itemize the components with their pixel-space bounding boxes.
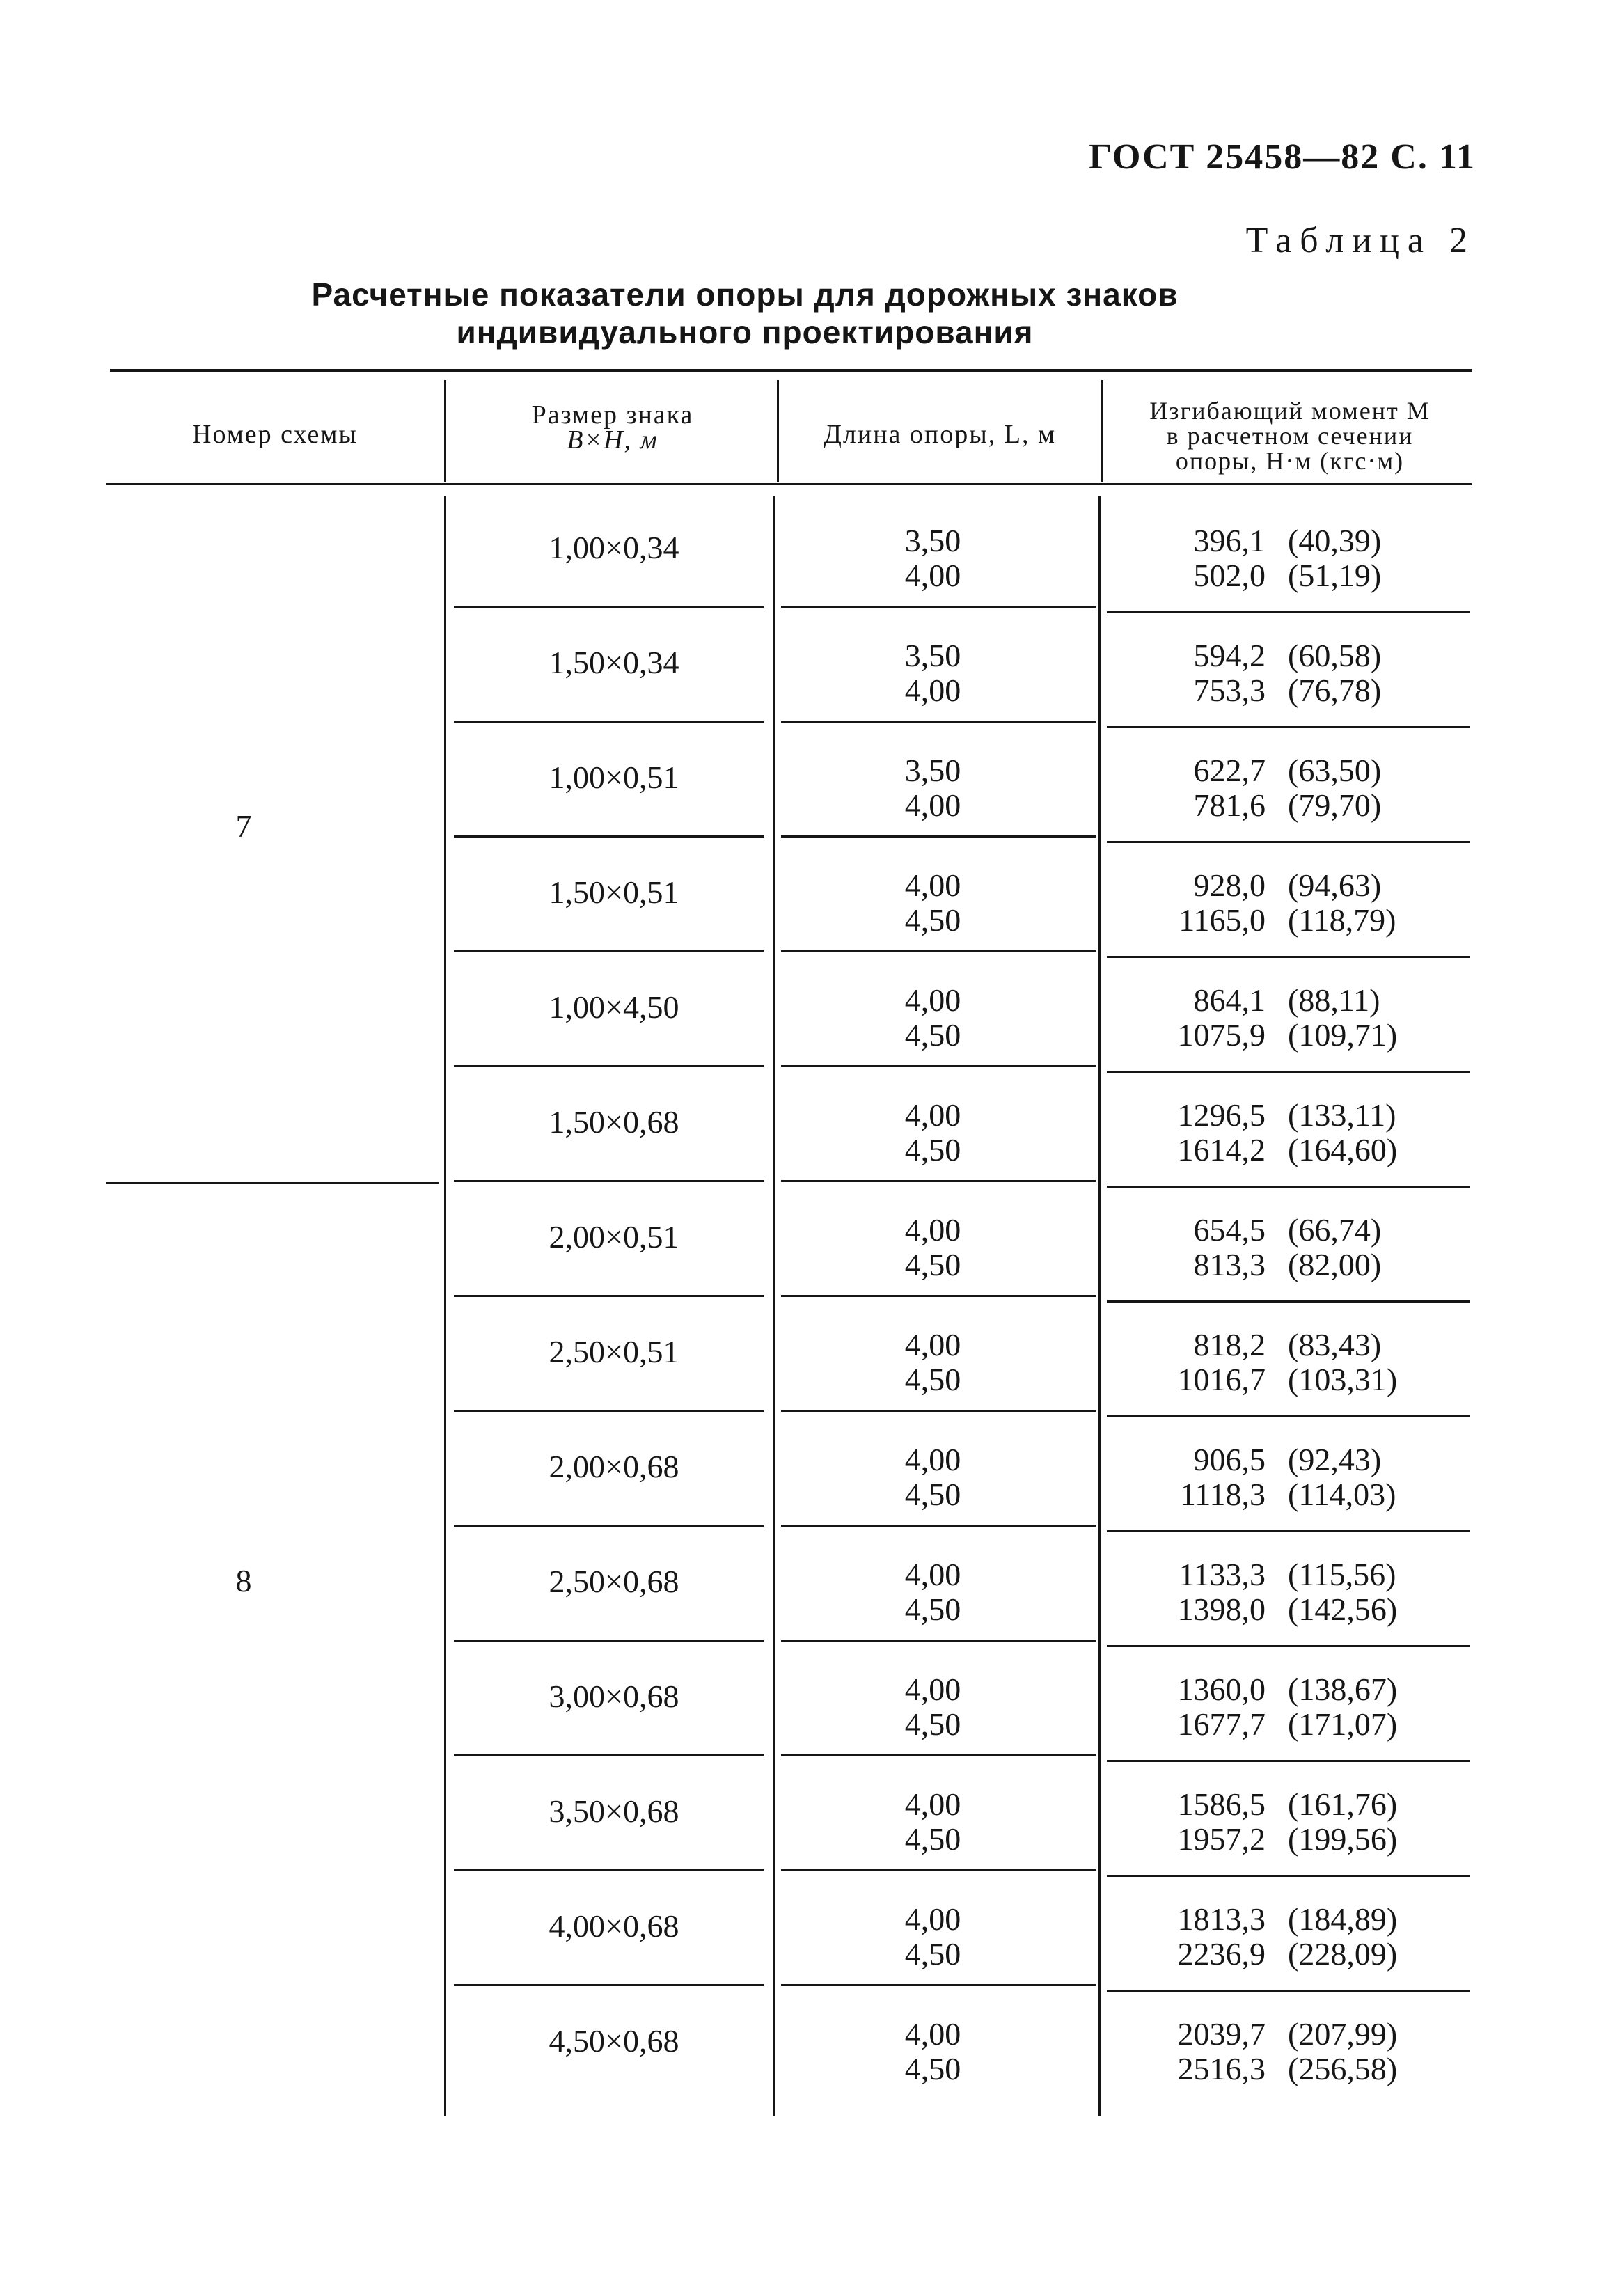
header-divider-3 (1101, 380, 1103, 482)
row-separator-size (454, 1869, 764, 1871)
support-length-cell: 4,50 (904, 902, 961, 938)
support-length-cell: 4,50 (904, 1706, 961, 1742)
bending-moment-kgf-value: (79,70) (1288, 787, 1382, 823)
bending-moment-value: 396,1 (1193, 523, 1266, 558)
row-separator-size (454, 1640, 764, 1642)
row-separator-size (454, 606, 764, 608)
page-header: ГОСТ 25458—82 С. 11 (1089, 137, 1476, 177)
support-length-cell: 4,50 (904, 1017, 961, 1053)
table-title-line-2: индивидуального проектирования (456, 314, 1034, 350)
bending-moment-kgf-value: (88,11) (1288, 982, 1380, 1018)
bending-moment-kgf-value: (133,11) (1288, 1097, 1396, 1133)
bending-moment-value: 502,0 (1193, 558, 1266, 593)
scheme-label-8: 8 (235, 1563, 252, 1598)
support-length-cell: 4,00 (904, 1786, 961, 1822)
bending-moment-kgf-value: (228,09) (1288, 1936, 1398, 1972)
bending-moment-value: 864,1 (1193, 982, 1266, 1018)
row-separator-length (781, 1525, 1096, 1527)
bending-moment-value: 818,2 (1193, 1327, 1266, 1362)
support-length-cell: 3,50 (904, 753, 961, 788)
bending-moment-kgf-value: (161,76) (1288, 1786, 1398, 1822)
bending-moment-value: 813,3 (1193, 1247, 1266, 1282)
row-separator-moment (1107, 841, 1470, 843)
bending-moment-value: 622,7 (1193, 753, 1266, 788)
row-separator-moment (1107, 1300, 1470, 1303)
support-length-cell: 4,50 (904, 1247, 961, 1282)
bending-moment-kgf-value: (63,50) (1288, 753, 1382, 788)
bending-moment-value: 928,0 (1193, 867, 1266, 903)
bending-moment-value: 1957,2 (1177, 1821, 1266, 1857)
scheme-separator-rule (106, 1182, 439, 1184)
bending-moment-kgf-value: (76,78) (1288, 673, 1382, 708)
support-length-cell: 4,50 (904, 1821, 961, 1857)
header-divider-2 (777, 380, 779, 482)
row-separator-length (781, 835, 1096, 838)
sign-size-cell: 1,50×0,34 (549, 645, 679, 680)
support-length-cell: 4,00 (904, 673, 961, 708)
row-separator-size (454, 1180, 764, 1182)
sign-size-cell: 1,00×0,34 (549, 530, 679, 565)
bending-moment-kgf-value: (171,07) (1288, 1706, 1398, 1742)
row-separator-size (454, 950, 764, 952)
bending-moment-value: 906,5 (1193, 1442, 1266, 1477)
table-title (209, 276, 1281, 351)
scheme-label-7: 7 (235, 808, 252, 844)
row-separator-length (781, 1754, 1096, 1756)
row-separator-length (781, 1640, 1096, 1642)
sign-size-cell: 1,50×0,51 (549, 874, 679, 910)
bending-moment-kgf-value: (82,00) (1288, 1247, 1382, 1282)
sign-size-cell: 3,00×0,68 (549, 1678, 679, 1714)
bending-moment-kgf-value: (184,89) (1288, 1901, 1398, 1937)
row-separator-moment (1107, 1530, 1470, 1532)
sign-size-cell: 2,50×0,51 (549, 1334, 679, 1369)
bending-moment-kgf-value: (92,43) (1288, 1442, 1382, 1477)
row-separator-moment (1107, 1415, 1470, 1417)
bending-moment-value: 781,6 (1193, 787, 1266, 823)
support-length-cell: 4,00 (904, 982, 961, 1018)
bending-moment-value: 1398,0 (1177, 1591, 1266, 1627)
column-header-moment-line-1: Изгибающий момент M (1149, 397, 1431, 425)
support-length-cell: 4,50 (904, 1362, 961, 1397)
support-length-cell: 3,50 (904, 523, 961, 558)
bending-moment-value: 1677,7 (1177, 1706, 1266, 1742)
body-divider-3 (1098, 496, 1101, 2116)
support-length-cell: 4,00 (904, 1097, 961, 1133)
bending-moment-value: 753,3 (1193, 673, 1266, 708)
support-length-cell: 4,50 (904, 1591, 961, 1627)
row-separator-length (781, 1295, 1096, 1297)
row-separator-length (781, 1410, 1096, 1412)
bending-moment-kgf-value: (207,99) (1288, 2016, 1398, 2052)
support-length-cell: 4,00 (904, 2016, 961, 2052)
support-length-cell: 4,00 (904, 1442, 961, 1477)
bending-moment-value: 1360,0 (1177, 1672, 1266, 1707)
row-separator-moment (1107, 956, 1470, 958)
table-title-line-1: Расчетные показатели опоры для дорожных знаков (311, 276, 1179, 313)
support-length-cell: 4,00 (904, 1212, 961, 1248)
row-separator-moment (1107, 611, 1470, 613)
column-header-size-line-2: B×H, м (567, 425, 659, 455)
bending-moment-kgf-value: (114,03) (1288, 1477, 1396, 1512)
bending-moment-kgf-value: (103,31) (1288, 1362, 1398, 1397)
support-length-cell: 4,50 (904, 1936, 961, 1972)
row-separator-size (454, 1525, 764, 1527)
bending-moment-kgf-value: (60,58) (1288, 638, 1382, 673)
row-separator-size (454, 835, 764, 838)
support-length-cell: 4,00 (904, 558, 961, 593)
bending-moment-value: 654,5 (1193, 1212, 1266, 1248)
row-separator-length (781, 1065, 1096, 1067)
sign-size-cell: 2,00×0,68 (549, 1449, 679, 1484)
sign-size-cell: 1,00×4,50 (549, 989, 679, 1025)
bending-moment-value: 1118,3 (1179, 1477, 1266, 1512)
support-length-cell: 3,50 (904, 638, 961, 673)
bending-moment-value: 1133,3 (1179, 1557, 1266, 1592)
bending-moment-kgf-value: (164,60) (1288, 1132, 1398, 1167)
bending-moment-value: 2516,3 (1177, 2051, 1266, 2086)
sign-size-cell: 3,50×0,68 (549, 1793, 679, 1829)
sign-size-cell: 2,50×0,68 (549, 1564, 679, 1599)
bending-moment-kgf-value: (256,58) (1288, 2051, 1398, 2086)
bending-moment-kgf-value: (118,79) (1288, 902, 1396, 938)
column-header-moment-line-2: в расчетном сечении (1166, 422, 1414, 450)
support-length-cell: 4,00 (904, 867, 961, 903)
row-separator-size (454, 1754, 764, 1756)
row-separator-size (454, 1295, 764, 1297)
bending-moment-kgf-value: (142,56) (1288, 1591, 1398, 1627)
bending-moment-value: 1586,5 (1177, 1786, 1266, 1822)
sign-size-cell: 1,00×0,51 (549, 760, 679, 795)
support-length-cell: 4,00 (904, 787, 961, 823)
row-separator-size (454, 1410, 764, 1412)
sign-size-cell: 4,50×0,68 (549, 2023, 679, 2059)
support-length-cell: 4,50 (904, 1132, 961, 1167)
row-separator-moment (1107, 1645, 1470, 1647)
header-bottom-rule (106, 483, 1472, 485)
bending-moment-value: 1614,2 (1177, 1132, 1266, 1167)
bending-moment-value: 1813,3 (1177, 1901, 1266, 1937)
row-separator-moment (1107, 1990, 1470, 1992)
support-length-cell: 4,00 (904, 1557, 961, 1592)
bending-moment-kgf-value: (40,39) (1288, 523, 1382, 558)
row-separator-size (454, 721, 764, 723)
bending-moment-kgf-value: (66,74) (1288, 1212, 1382, 1248)
row-separator-length (781, 1180, 1096, 1182)
support-length-cell: 4,50 (904, 2051, 961, 2086)
table-top-rule (110, 369, 1472, 372)
bending-moment-kgf-value: (83,43) (1288, 1327, 1382, 1362)
row-separator-length (781, 606, 1096, 608)
column-header-size (452, 402, 773, 453)
row-separator-size (454, 1065, 764, 1067)
bending-moment-value: 1165,0 (1179, 902, 1266, 938)
support-length-cell: 4,00 (904, 1901, 961, 1937)
row-separator-length (781, 950, 1096, 952)
body-divider-1 (444, 496, 446, 2116)
support-length-cell: 4,00 (904, 1327, 961, 1362)
support-length-cell: 4,50 (904, 1477, 961, 1512)
row-separator-moment (1107, 1071, 1470, 1073)
table-label: Таблица 2 (1245, 221, 1476, 260)
column-header-size-line-1: Размер знака (531, 400, 694, 430)
row-separator-moment (1107, 1760, 1470, 1762)
row-separator-length (781, 1984, 1096, 1986)
body-divider-2 (773, 496, 775, 2116)
column-header-moment (1108, 398, 1472, 473)
row-separator-size (454, 1984, 764, 1986)
bending-moment-value: 2039,7 (1177, 2016, 1266, 2052)
bending-moment-kgf-value: (115,56) (1288, 1557, 1396, 1592)
support-length-cell: 4,00 (904, 1672, 961, 1707)
row-separator-length (781, 1869, 1096, 1871)
bending-moment-kgf-value: (94,63) (1288, 867, 1382, 903)
bending-moment-value: 1075,9 (1177, 1017, 1266, 1053)
bending-moment-kgf-value: (109,71) (1288, 1017, 1398, 1053)
row-separator-length (781, 721, 1096, 723)
row-separator-moment (1107, 1875, 1470, 1877)
header-divider-1 (444, 380, 446, 482)
column-header-length: Длина опоры, L, м (823, 420, 1057, 449)
bending-moment-value: 594,2 (1193, 638, 1266, 673)
sign-size-cell: 1,50×0,68 (549, 1104, 679, 1140)
bending-moment-value: 1296,5 (1177, 1097, 1266, 1133)
bending-moment-kgf-value: (138,67) (1288, 1672, 1398, 1707)
column-header-moment-line-3: опоры, Н·м (кгс·м) (1175, 447, 1405, 475)
sign-size-cell: 4,00×0,68 (549, 1908, 679, 1944)
column-header-scheme: Номер схемы (192, 420, 358, 449)
row-separator-moment (1107, 726, 1470, 728)
row-separator-moment (1107, 1186, 1470, 1188)
bending-moment-kgf-value: (199,56) (1288, 1821, 1398, 1857)
sign-size-cell: 2,00×0,51 (549, 1219, 679, 1255)
bending-moment-value: 1016,7 (1177, 1362, 1266, 1397)
bending-moment-value: 2236,9 (1177, 1936, 1266, 1972)
bending-moment-kgf-value: (51,19) (1288, 558, 1382, 593)
